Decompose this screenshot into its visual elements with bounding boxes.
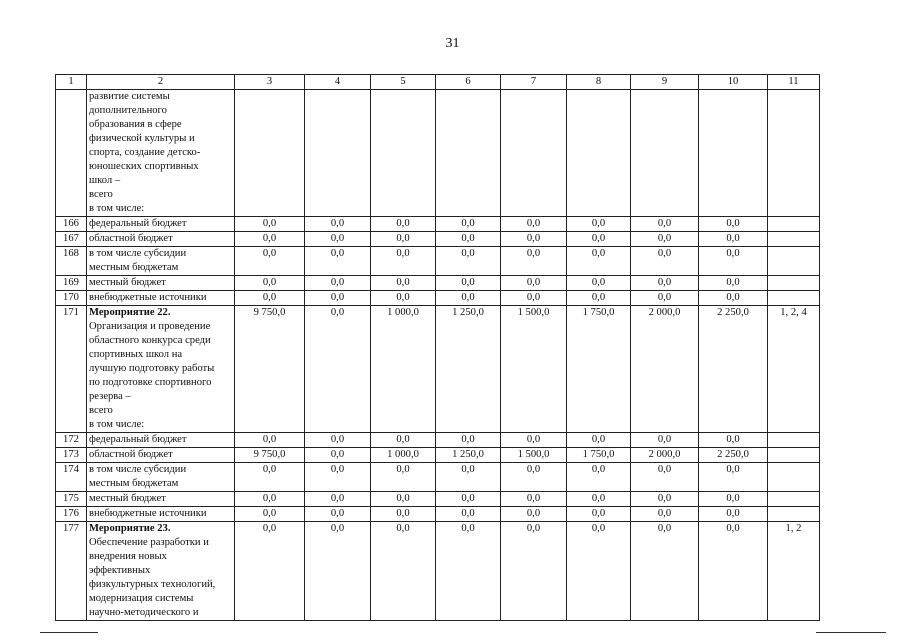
column-header-9: 9 [631,75,699,90]
row-references [768,448,820,463]
row-description-cell [87,507,235,522]
value-cell-col-3: 0,0 [235,492,305,507]
row-references [768,276,820,291]
value-cell-col-5: 0,0 [371,522,436,621]
value-cell-col-8: 0,0 [567,232,631,247]
row-description: областной бюджет [89,449,173,460]
footer-rule-right [816,632,886,633]
value-cell-col-5: 0,0 [371,492,436,507]
column-header-7: 7 [501,75,567,90]
row-references [768,232,820,247]
value-cell-col-4: 0,0 [305,217,371,232]
value-cell-col-6: 1 250,0 [436,448,501,463]
value-cell-col-5: 1 000,0 [371,448,436,463]
row-references [768,90,820,217]
row-number: 169 [56,276,87,291]
value-cell-col-5: 0,0 [371,291,436,306]
budget-table [55,74,820,621]
value-cell-col-4: 0,0 [305,492,371,507]
value-cell-col-3: 0,0 [235,433,305,448]
row-description-cell [87,463,235,492]
column-header-4: 4 [305,75,371,90]
table-row [56,306,820,433]
value-cell-col-5: 0,0 [371,507,436,522]
table-body [56,90,820,621]
value-cell-col-4: 0,0 [305,448,371,463]
page-number: 31 [445,36,460,51]
row-references: 1, 2 [768,522,820,621]
value-cell-col-8: 0,0 [567,276,631,291]
row-description: Обеспечение разработки и внедрения новых эффективных физкультурных технологий, модернизация системы научно-методического и [89,537,216,618]
value-cell-col-10: 0,0 [699,522,768,621]
column-header-11: 11 [768,75,820,90]
value-cell-col-9: 0,0 [631,463,699,492]
row-description: внебюджетные источники [89,292,207,303]
row-number: 168 [56,247,87,276]
value-cell-col-6: 0,0 [436,492,501,507]
value-cell-col-7: 0,0 [501,492,567,507]
row-number: 173 [56,448,87,463]
row-description: местный бюджет [89,277,166,288]
row-description: Организация и проведение областного конкурса среди спортивных школ на лучшую подготовку работы по подготовке спортивного резерва – всего в том числе: [89,321,215,430]
row-description-cell [87,217,235,232]
row-references [768,217,820,232]
row-description: местный бюджет [89,493,166,504]
column-header-5: 5 [371,75,436,90]
value-cell-col-7 [501,90,567,217]
column-header-6: 6 [436,75,501,90]
value-cell-col-9: 0,0 [631,492,699,507]
value-cell-col-8 [567,90,631,217]
value-cell-col-6: 0,0 [436,247,501,276]
row-number: 176 [56,507,87,522]
value-cell-col-9: 0,0 [631,247,699,276]
table-row [56,492,820,507]
row-description: федеральный бюджет [89,218,187,229]
row-description-cell [87,522,235,621]
value-cell-col-8: 0,0 [567,247,631,276]
value-cell-col-6: 0,0 [436,232,501,247]
value-cell-col-3: 0,0 [235,522,305,621]
activity-title: Мероприятие 23. [89,523,171,534]
value-cell-col-4 [305,90,371,217]
value-cell-col-9: 0,0 [631,276,699,291]
value-cell-col-6: 0,0 [436,507,501,522]
value-cell-col-7: 1 500,0 [501,448,567,463]
row-description: в том числе субсидии местным бюджетам [89,464,187,489]
value-cell-col-5 [371,90,436,217]
value-cell-col-9: 0,0 [631,291,699,306]
table-row [56,522,820,621]
row-references [768,463,820,492]
value-cell-col-6 [436,90,501,217]
value-cell-col-9: 0,0 [631,507,699,522]
value-cell-col-4: 0,0 [305,276,371,291]
value-cell-col-7: 0,0 [501,291,567,306]
value-cell-col-7: 0,0 [501,507,567,522]
row-description-cell [87,247,235,276]
value-cell-col-9: 2 000,0 [631,306,699,433]
value-cell-col-3: 0,0 [235,247,305,276]
table-row [56,247,820,276]
value-cell-col-10: 0,0 [699,507,768,522]
value-cell-col-6: 0,0 [436,291,501,306]
row-description-cell [87,492,235,507]
table-row [56,90,820,217]
value-cell-col-3: 0,0 [235,232,305,247]
value-cell-col-3: 0,0 [235,217,305,232]
value-cell-col-3: 9 750,0 [235,306,305,433]
value-cell-col-10: 0,0 [699,492,768,507]
row-number [56,90,87,217]
value-cell-col-6: 1 250,0 [436,306,501,433]
row-description-cell [87,291,235,306]
row-references [768,433,820,448]
column-header-10: 10 [699,75,768,90]
value-cell-col-3: 0,0 [235,507,305,522]
row-description-cell [87,90,235,217]
value-cell-col-5: 0,0 [371,433,436,448]
value-cell-col-8: 1 750,0 [567,306,631,433]
value-cell-col-7: 1 500,0 [501,306,567,433]
value-cell-col-7: 0,0 [501,522,567,621]
row-number: 167 [56,232,87,247]
table-row [56,291,820,306]
value-cell-col-9: 0,0 [631,232,699,247]
value-cell-col-6: 0,0 [436,276,501,291]
value-cell-col-7: 0,0 [501,217,567,232]
value-cell-col-4: 0,0 [305,522,371,621]
column-header-1: 1 [56,75,87,90]
value-cell-col-3: 9 750,0 [235,448,305,463]
value-cell-col-3 [235,90,305,217]
value-cell-col-10: 0,0 [699,217,768,232]
footer-rule-left [40,632,98,633]
table-row [56,217,820,232]
table-row [56,232,820,247]
value-cell-col-6: 0,0 [436,217,501,232]
value-cell-col-10: 0,0 [699,463,768,492]
column-header-2: 2 [87,75,235,90]
value-cell-col-6: 0,0 [436,433,501,448]
value-cell-col-9: 0,0 [631,433,699,448]
row-references [768,291,820,306]
value-cell-col-8: 1 750,0 [567,448,631,463]
value-cell-col-8: 0,0 [567,433,631,448]
row-number: 172 [56,433,87,448]
value-cell-col-7: 0,0 [501,433,567,448]
value-cell-col-3: 0,0 [235,276,305,291]
value-cell-col-4: 0,0 [305,232,371,247]
row-description: развитие системы дополнительного образования в сфере физической культуры и спорта, создание детско- юношеских спортивных школ – всего в том числе: [89,91,201,214]
value-cell-col-9 [631,90,699,217]
row-description-cell [87,448,235,463]
value-cell-col-6: 0,0 [436,522,501,621]
row-description-cell [87,232,235,247]
value-cell-col-7: 0,0 [501,463,567,492]
value-cell-col-4: 0,0 [305,507,371,522]
row-description: федеральный бюджет [89,434,187,445]
value-cell-col-5: 0,0 [371,232,436,247]
row-references [768,247,820,276]
value-cell-col-3: 0,0 [235,291,305,306]
value-cell-col-4: 0,0 [305,306,371,433]
value-cell-col-8: 0,0 [567,217,631,232]
row-description: внебюджетные источники [89,508,207,519]
row-description-cell [87,306,235,433]
value-cell-col-4: 0,0 [305,247,371,276]
row-description-cell [87,276,235,291]
row-description-cell [87,433,235,448]
row-number: 177 [56,522,87,621]
table-row [56,433,820,448]
row-description: областной бюджет [89,233,173,244]
value-cell-col-9: 0,0 [631,522,699,621]
row-references [768,507,820,522]
value-cell-col-5: 0,0 [371,463,436,492]
value-cell-col-6: 0,0 [436,463,501,492]
value-cell-col-10: 2 250,0 [699,448,768,463]
value-cell-col-4: 0,0 [305,463,371,492]
value-cell-col-5: 1 000,0 [371,306,436,433]
value-cell-col-8: 0,0 [567,492,631,507]
value-cell-col-3: 0,0 [235,463,305,492]
value-cell-col-8: 0,0 [567,522,631,621]
value-cell-col-5: 0,0 [371,276,436,291]
row-number: 174 [56,463,87,492]
row-description: в том числе субсидии местным бюджетам [89,248,187,273]
value-cell-col-4: 0,0 [305,433,371,448]
table-row [56,276,820,291]
value-cell-col-10 [699,90,768,217]
row-number: 166 [56,217,87,232]
value-cell-col-7: 0,0 [501,247,567,276]
column-header-3: 3 [235,75,305,90]
row-references: 1, 2, 4 [768,306,820,433]
row-number: 171 [56,306,87,433]
row-number: 175 [56,492,87,507]
value-cell-col-5: 0,0 [371,217,436,232]
value-cell-col-10: 0,0 [699,247,768,276]
row-references [768,492,820,507]
value-cell-col-8: 0,0 [567,463,631,492]
row-number: 170 [56,291,87,306]
table-row [56,448,820,463]
value-cell-col-4: 0,0 [305,291,371,306]
table-row [56,463,820,492]
column-header-8: 8 [567,75,631,90]
value-cell-col-5: 0,0 [371,247,436,276]
table-row [56,507,820,522]
table-header-row [56,75,820,90]
value-cell-col-9: 2 000,0 [631,448,699,463]
value-cell-col-7: 0,0 [501,276,567,291]
value-cell-col-10: 2 250,0 [699,306,768,433]
value-cell-col-9: 0,0 [631,217,699,232]
value-cell-col-10: 0,0 [699,232,768,247]
value-cell-col-10: 0,0 [699,433,768,448]
activity-title: Мероприятие 22. [89,307,171,318]
value-cell-col-8: 0,0 [567,507,631,522]
value-cell-col-10: 0,0 [699,291,768,306]
value-cell-col-8: 0,0 [567,291,631,306]
value-cell-col-7: 0,0 [501,232,567,247]
value-cell-col-10: 0,0 [699,276,768,291]
